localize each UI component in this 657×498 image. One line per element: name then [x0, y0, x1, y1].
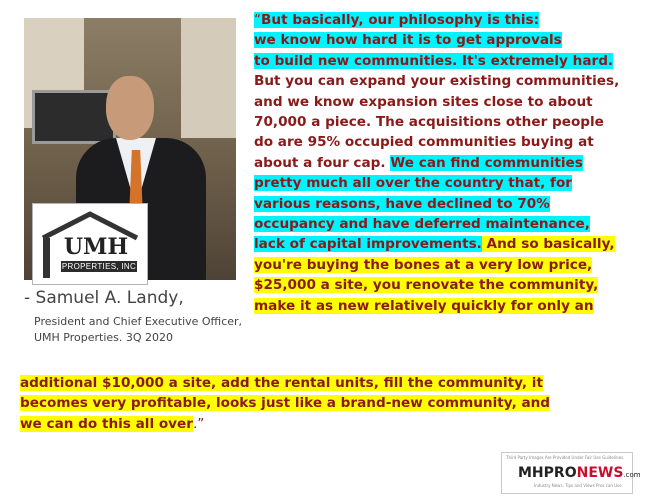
- logo-pro: PRO: [543, 465, 577, 481]
- quote-open-mark: “: [254, 12, 262, 28]
- quote-line: And so basically,: [481, 236, 615, 253]
- quote-block-continued: [20, 373, 640, 434]
- quote-line: 70,000 a piece. The acquisitions other people: [254, 114, 604, 131]
- attribution-title-line: UMH Properties. 3Q 2020: [34, 331, 174, 344]
- umh-logo: [32, 203, 148, 285]
- quote-line: .: [192, 415, 198, 432]
- quote-line: occupancy and have deferred maintenance,: [254, 216, 590, 233]
- quote-close-mark: ”: [197, 415, 205, 432]
- quote-line: we know how hard it is to get approvals: [254, 32, 562, 49]
- quote-line: lack of capital improvements.: [254, 236, 482, 253]
- microwave: [32, 90, 116, 144]
- logo-subtitle: PROPERTIES, INC: [61, 262, 137, 271]
- attribution-title-line: President and Chief Executive Officer,: [34, 315, 243, 328]
- quote-line: becomes very profitable, looks just like a brand-new community, and: [20, 395, 551, 412]
- quote-line: make it as new relatively quickly for only an: [254, 297, 594, 314]
- quote-line: $25,000 a site, you renovate the community,: [254, 277, 599, 294]
- quote-line: about a four cap.: [254, 154, 391, 171]
- quote-block: [254, 10, 644, 316]
- quote-line: But you can expand your existing communities,: [254, 73, 620, 90]
- logo-name: UMH: [63, 234, 129, 260]
- mhpronews-tagline: Industry News, Tips and Views Pros can Use: [534, 483, 622, 488]
- logo-com: .com: [623, 471, 641, 479]
- quote-line: various reasons, have declined to 70%: [254, 195, 550, 212]
- person-head: [106, 76, 154, 140]
- quote-line: to build new communities. It's extremely hard.: [254, 52, 614, 69]
- quote-line: do are 95% occupied communities buying at: [254, 134, 594, 151]
- mhpronews-wordmark: [518, 465, 641, 481]
- fair-use-note: Third Party Images Are Provided Under Fair Use Guidelines.: [506, 455, 625, 460]
- logo-news: NEWS: [576, 465, 624, 481]
- quote-line: additional $10,000 a site, add the rental units, fill the community, it: [20, 375, 543, 391]
- quote-line: you're buying the bones at a very low price,: [254, 256, 593, 273]
- quote-line: But basically, our philosophy is this:: [261, 12, 540, 28]
- attribution-title: [34, 314, 242, 346]
- quote-line: We can find communities: [390, 154, 583, 171]
- attribution-name: - Samuel A. Landy,: [24, 288, 184, 308]
- quote-line: we can do this all over: [20, 415, 193, 432]
- quote-line: pretty much all over the country that, for: [254, 175, 573, 192]
- logo-mh: MH: [518, 465, 544, 481]
- kitchen-cabinet-right: [181, 18, 236, 138]
- quote-line: and we know expansion sites close to about: [254, 93, 593, 110]
- mhpronews-logo: [501, 452, 641, 494]
